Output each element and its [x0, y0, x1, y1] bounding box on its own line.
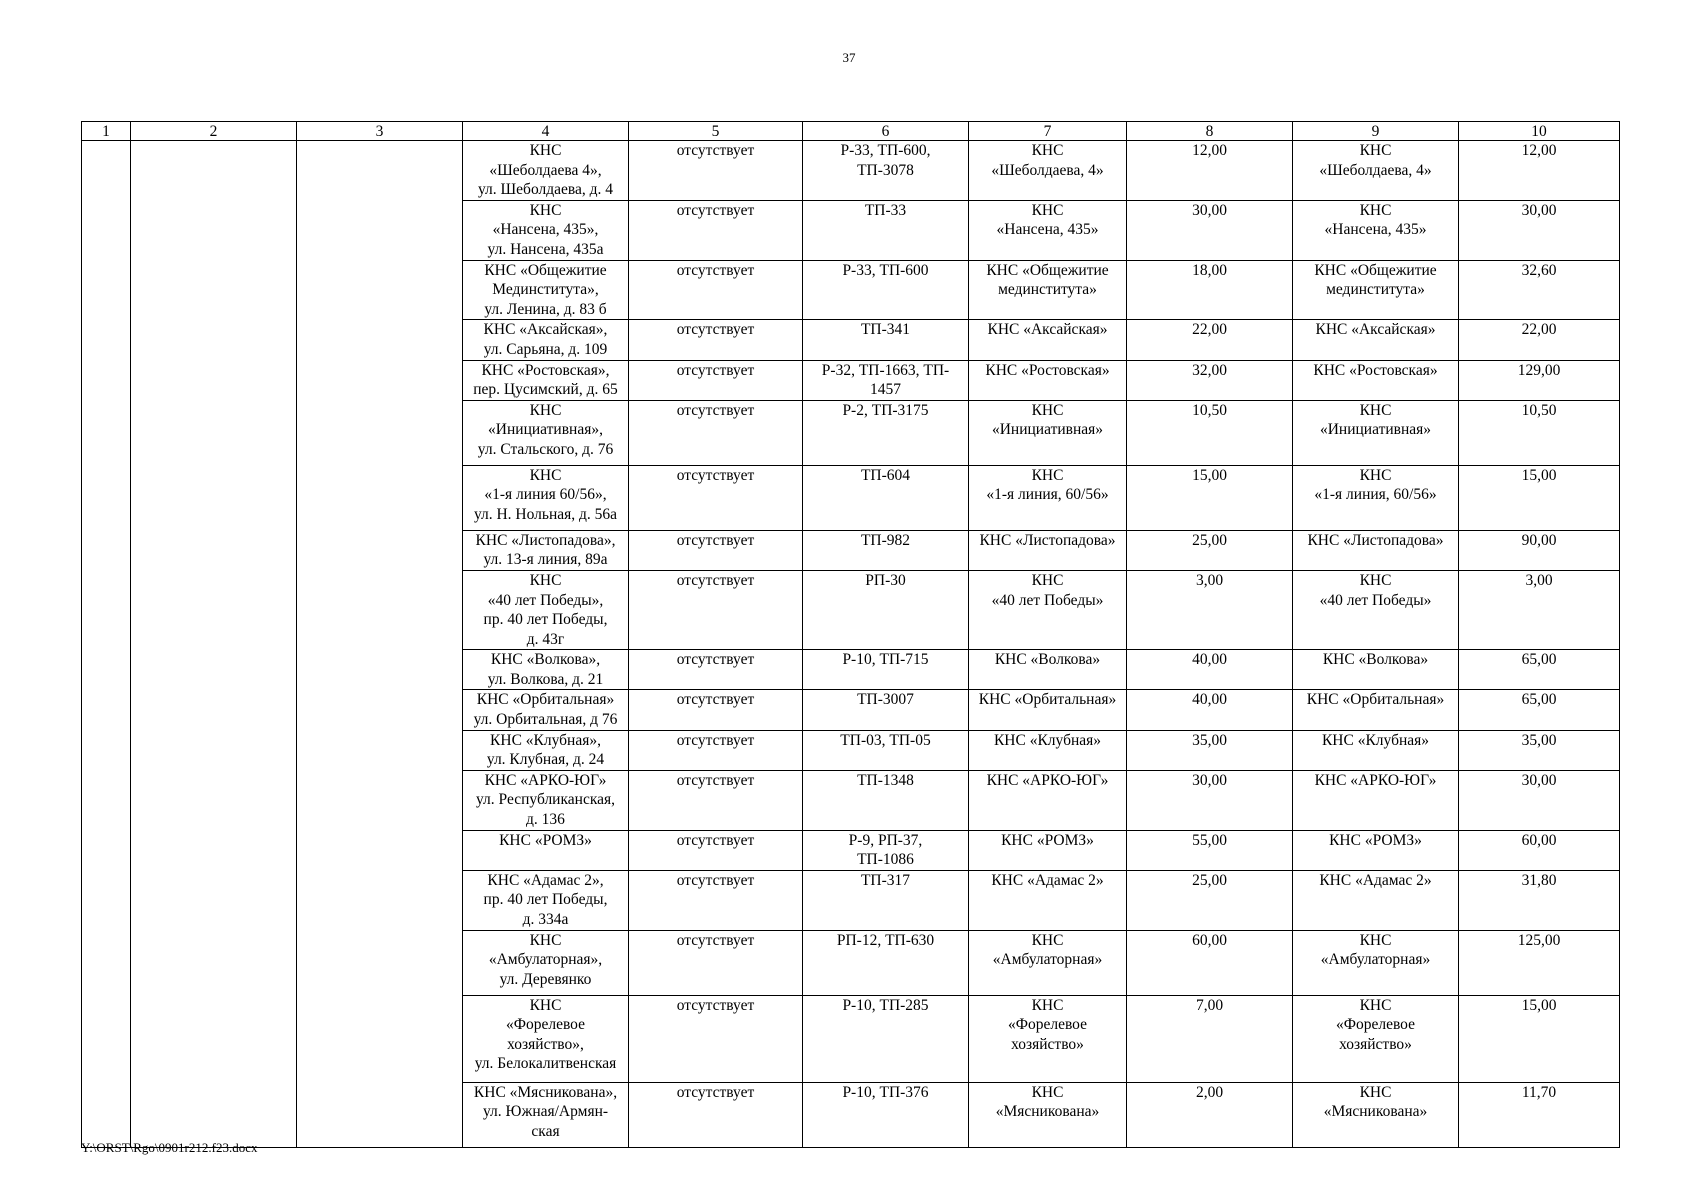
- column-header: 4: [463, 122, 629, 141]
- capacity-value-cell: 65,00: [1459, 690, 1620, 730]
- supply-source-cell: Р-10, ТП-715: [803, 650, 969, 690]
- station-name-cell: КНС «Шеболдаева, 4»: [969, 141, 1127, 201]
- capacity-value-cell: 3,00: [1459, 570, 1620, 649]
- capacity-value-cell: 12,00: [1459, 141, 1620, 201]
- capacity-value-cell: 35,00: [1459, 730, 1620, 770]
- deficit-value-cell: отсутствует: [629, 200, 803, 260]
- supply-source-cell: ТП-604: [803, 465, 969, 530]
- station-name-cell: КНС «Листопадова»: [969, 530, 1127, 570]
- station-name-address-cell: КНС «АРКО-ЮГ» ул. Республиканская, д. 136: [463, 770, 629, 830]
- capacity-value-cell: 65,00: [1459, 650, 1620, 690]
- deficit-value-cell: отсутствует: [629, 260, 803, 320]
- load-value-cell: 22,00: [1127, 320, 1293, 360]
- supply-source-cell: ТП-03, ТП-05: [803, 730, 969, 770]
- station-name-cell: КНС «Клубная»: [969, 730, 1127, 770]
- load-value-cell: 40,00: [1127, 650, 1293, 690]
- station-name-address-cell: КНС «Волкова», ул. Волкова, д. 21: [463, 650, 629, 690]
- station-name-address-cell: КНС «Амбулаторная», ул. Деревянко: [463, 930, 629, 995]
- column-header: 5: [629, 122, 803, 141]
- deficit-value-cell: отсутствует: [629, 770, 803, 830]
- station-name-cell: КНС «РОМЗ»: [969, 830, 1127, 870]
- station-name-address-cell: КНС «1-я линия 60/56», ул. Н. Нольная, д. 56а: [463, 465, 629, 530]
- station-name-2-cell: КНС «Аксайская»: [1293, 320, 1459, 360]
- load-value-cell: 25,00: [1127, 530, 1293, 570]
- data-table: [81, 121, 1620, 1148]
- column-header: 2: [131, 122, 297, 141]
- station-name-2-cell: КНС «РОМЗ»: [1293, 830, 1459, 870]
- station-name-2-cell: КНС «Шеболдаева, 4»: [1293, 141, 1459, 201]
- station-name-cell: КНС «Нансена, 435»: [969, 200, 1127, 260]
- column-header: 9: [1293, 122, 1459, 141]
- station-name-address-cell: КНС «40 лет Победы», пр. 40 лет Победы, д. 43г: [463, 570, 629, 649]
- station-name-2-cell: КНС «Ростовская»: [1293, 360, 1459, 400]
- load-value-cell: 40,00: [1127, 690, 1293, 730]
- capacity-value-cell: 15,00: [1459, 995, 1620, 1082]
- station-name-cell: КНС «Амбулаторная»: [969, 930, 1127, 995]
- supply-source-cell: ТП-33: [803, 200, 969, 260]
- supply-source-cell: Р-10, ТП-285: [803, 995, 969, 1082]
- table-row: [82, 141, 1620, 201]
- supply-source-cell: Р-33, ТП-600: [803, 260, 969, 320]
- load-value-cell: 55,00: [1127, 830, 1293, 870]
- capacity-value-cell: 15,00: [1459, 465, 1620, 530]
- col2-merged-cell: [131, 141, 297, 1148]
- page-number: 37: [842, 50, 856, 65]
- deficit-value-cell: отсутствует: [629, 465, 803, 530]
- load-value-cell: 30,00: [1127, 770, 1293, 830]
- station-name-2-cell: КНС «Инициативная»: [1293, 400, 1459, 465]
- supply-source-cell: Р-9, РП-37, ТП-1086: [803, 830, 969, 870]
- station-name-address-cell: КНС «Шеболдаева 4», ул. Шеболдаева, д. 4: [463, 141, 629, 201]
- load-value-cell: 60,00: [1127, 930, 1293, 995]
- capacity-value-cell: 31,80: [1459, 870, 1620, 930]
- deficit-value-cell: отсутствует: [629, 400, 803, 465]
- load-value-cell: 18,00: [1127, 260, 1293, 320]
- deficit-value-cell: отсутствует: [629, 690, 803, 730]
- station-name-2-cell: КНС «Листопадова»: [1293, 530, 1459, 570]
- station-name-2-cell: КНС «Нансена, 435»: [1293, 200, 1459, 260]
- station-name-2-cell: КНС «Амбулаторная»: [1293, 930, 1459, 995]
- station-name-cell: КНС «Орбитальная»: [969, 690, 1127, 730]
- capacity-value-cell: 22,00: [1459, 320, 1620, 360]
- load-value-cell: 15,00: [1127, 465, 1293, 530]
- column-header: 1: [82, 122, 131, 141]
- capacity-value-cell: 125,00: [1459, 930, 1620, 995]
- footer-file-path: Y:\ORST\Rgo\0901r212.f23.docx: [81, 1140, 258, 1155]
- supply-source-cell: Р-10, ТП-376: [803, 1082, 969, 1147]
- station-name-address-cell: КНС «Орбитальная» ул. Орбитальная, д 76: [463, 690, 629, 730]
- load-value-cell: 3,00: [1127, 570, 1293, 649]
- column-header: 3: [297, 122, 463, 141]
- deficit-value-cell: отсутствует: [629, 995, 803, 1082]
- station-name-cell: КНС «Общежитие мединститута»: [969, 260, 1127, 320]
- deficit-value-cell: отсутствует: [629, 530, 803, 570]
- station-name-cell: КНС «40 лет Победы»: [969, 570, 1127, 649]
- table-header-row: [82, 122, 1620, 141]
- station-name-2-cell: КНС «40 лет Победы»: [1293, 570, 1459, 649]
- station-name-cell: КНС «Ростовская»: [969, 360, 1127, 400]
- supply-source-cell: ТП-3007: [803, 690, 969, 730]
- station-name-cell: КНС «Волкова»: [969, 650, 1127, 690]
- supply-source-cell: ТП-317: [803, 870, 969, 930]
- station-name-2-cell: КНС «Общежитие мединститута»: [1293, 260, 1459, 320]
- deficit-value-cell: отсутствует: [629, 360, 803, 400]
- station-name-address-cell: КНС «Аксайская», ул. Сарьяна, д. 109: [463, 320, 629, 360]
- supply-source-cell: Р-2, ТП-3175: [803, 400, 969, 465]
- column-header: 6: [803, 122, 969, 141]
- station-name-cell: КНС «Мясникована»: [969, 1082, 1127, 1147]
- load-value-cell: 12,00: [1127, 141, 1293, 201]
- station-name-address-cell: КНС «Листопадова», ул. 13-я линия, 89а: [463, 530, 629, 570]
- station-name-2-cell: КНС «Орбитальная»: [1293, 690, 1459, 730]
- station-name-address-cell: КНС «Инициативная», ул. Стальского, д. 76: [463, 400, 629, 465]
- deficit-value-cell: отсутствует: [629, 650, 803, 690]
- load-value-cell: 35,00: [1127, 730, 1293, 770]
- station-name-2-cell: КНС «Волкова»: [1293, 650, 1459, 690]
- load-value-cell: 30,00: [1127, 200, 1293, 260]
- column-header: 7: [969, 122, 1127, 141]
- station-name-address-cell: КНС «Форелевое хозяйство», ул. Белокалитвенская: [463, 995, 629, 1082]
- station-name-cell: КНС «Инициативная»: [969, 400, 1127, 465]
- col1-merged-cell: [82, 141, 131, 1148]
- deficit-value-cell: отсутствует: [629, 730, 803, 770]
- capacity-value-cell: 30,00: [1459, 200, 1620, 260]
- station-name-2-cell: КНС «Клубная»: [1293, 730, 1459, 770]
- station-name-cell: КНС «1-я линия, 60/56»: [969, 465, 1127, 530]
- station-name-cell: КНС «Адамас 2»: [969, 870, 1127, 930]
- column-header: 10: [1459, 122, 1620, 141]
- station-name-2-cell: КНС «1-я линия, 60/56»: [1293, 465, 1459, 530]
- station-name-address-cell: КНС «Адамас 2», пр. 40 лет Победы, д. 334а: [463, 870, 629, 930]
- deficit-value-cell: отсутствует: [629, 570, 803, 649]
- col3-merged-cell: [297, 141, 463, 1148]
- station-name-2-cell: КНС «Мясникована»: [1293, 1082, 1459, 1147]
- column-header: 8: [1127, 122, 1293, 141]
- capacity-value-cell: 90,00: [1459, 530, 1620, 570]
- station-name-address-cell: КНС «Ростовская», пер. Цусимский, д. 65: [463, 360, 629, 400]
- deficit-value-cell: отсутствует: [629, 930, 803, 995]
- load-value-cell: 10,50: [1127, 400, 1293, 465]
- capacity-value-cell: 60,00: [1459, 830, 1620, 870]
- supply-source-cell: ТП-1348: [803, 770, 969, 830]
- station-name-address-cell: КНС «Клубная», ул. Клубная, д. 24: [463, 730, 629, 770]
- deficit-value-cell: отсутствует: [629, 320, 803, 360]
- station-name-2-cell: КНС «Форелевое хозяйство»: [1293, 995, 1459, 1082]
- station-name-2-cell: КНС «АРКО-ЮГ»: [1293, 770, 1459, 830]
- station-name-address-cell: КНС «Мясникована», ул. Южная/Армян- ская: [463, 1082, 629, 1147]
- station-name-cell: КНС «Аксайская»: [969, 320, 1127, 360]
- capacity-value-cell: 10,50: [1459, 400, 1620, 465]
- load-value-cell: 32,00: [1127, 360, 1293, 400]
- load-value-cell: 2,00: [1127, 1082, 1293, 1147]
- capacity-value-cell: 30,00: [1459, 770, 1620, 830]
- station-name-address-cell: КНС «Общежитие Мединститута», ул. Ленина, д. 83 б: [463, 260, 629, 320]
- station-name-address-cell: КНС «Нансена, 435», ул. Нансена, 435а: [463, 200, 629, 260]
- deficit-value-cell: отсутствует: [629, 830, 803, 870]
- deficit-value-cell: отсутствует: [629, 1082, 803, 1147]
- station-name-cell: КНС «АРКО-ЮГ»: [969, 770, 1127, 830]
- capacity-value-cell: 129,00: [1459, 360, 1620, 400]
- supply-source-cell: РП-30: [803, 570, 969, 649]
- load-value-cell: 7,00: [1127, 995, 1293, 1082]
- capacity-value-cell: 11,70: [1459, 1082, 1620, 1147]
- supply-source-cell: Р-33, ТП-600, ТП-3078: [803, 141, 969, 201]
- supply-source-cell: Р-32, ТП-1663, ТП- 1457: [803, 360, 969, 400]
- station-name-address-cell: КНС «РОМЗ»: [463, 830, 629, 870]
- supply-source-cell: РП-12, ТП-630: [803, 930, 969, 995]
- load-value-cell: 25,00: [1127, 870, 1293, 930]
- supply-source-cell: ТП-341: [803, 320, 969, 360]
- station-name-2-cell: КНС «Адамас 2»: [1293, 870, 1459, 930]
- capacity-value-cell: 32,60: [1459, 260, 1620, 320]
- deficit-value-cell: отсутствует: [629, 141, 803, 201]
- station-name-cell: КНС «Форелевое хозяйство»: [969, 995, 1127, 1082]
- deficit-value-cell: отсутствует: [629, 870, 803, 930]
- supply-source-cell: ТП-982: [803, 530, 969, 570]
